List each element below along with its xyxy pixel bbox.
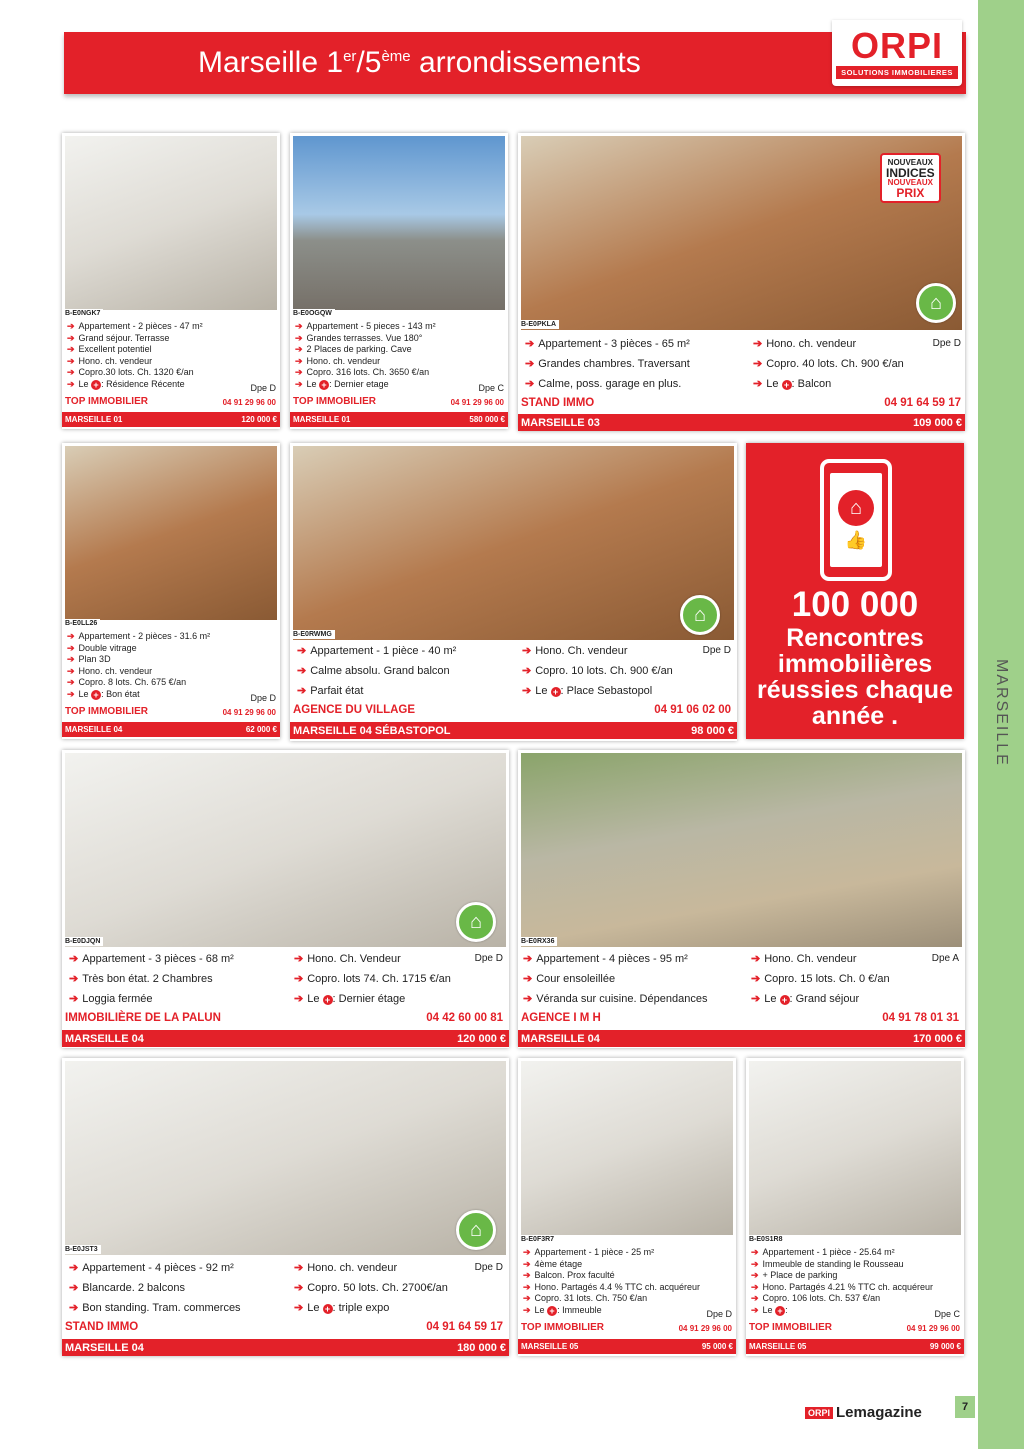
- footer-magazine-name: Lemagazine: [836, 1404, 922, 1421]
- price-bar: MARSEILLE 04 120 000 €: [62, 1030, 509, 1047]
- agency-name: TOP IMMOBILIER: [293, 396, 376, 407]
- listing-photo: [65, 136, 277, 310]
- listing-card-1[interactable]: [290, 133, 508, 429]
- feature-list-right: ➔ Hono. Ch. Vendeur ➔ Copro. lots 74. Ch. 1715 €/an ➔ Le + : Dernier étage: [294, 953, 451, 1005]
- agency-name: STAND IMMO: [521, 397, 595, 409]
- price-bar: MARSEILLE 04 62 000 €: [62, 722, 280, 737]
- agency-name: AGENCE I M H: [521, 1012, 601, 1024]
- price-bar: MARSEILLE 01 120 000 €: [62, 412, 280, 427]
- listing-ref: B-E0NGK7: [62, 309, 103, 318]
- listing-photo: [65, 446, 277, 620]
- dpe-label: Dpe D: [474, 953, 503, 964]
- dpe-label: Dpe D: [702, 645, 731, 656]
- promo-number: 100 000: [791, 585, 919, 624]
- listing-photo: [521, 753, 962, 947]
- listing-photo: [521, 1061, 733, 1235]
- dpe-label: Dpe D: [706, 1309, 732, 1319]
- listing-ref: B-E0JST3: [62, 1245, 101, 1254]
- logo-wordmark: ORPI: [850, 24, 943, 66]
- listing-ref: B-E0RWMG: [290, 630, 335, 639]
- listing-ref: B-E0PKLA: [518, 320, 559, 329]
- agency-phone: 04 91 29 96 00: [222, 708, 276, 717]
- footer-orpi-mark: ORPI: [805, 1407, 833, 1419]
- listing-photo: [293, 446, 734, 640]
- price-bar: MARSEILLE 05 99 000 €: [746, 1339, 964, 1354]
- feature-list-left: ➔ Appartement - 3 pièces - 68 m² ➔ Très bon état. 2 Chambres ➔ Loggia fermée: [69, 953, 234, 1005]
- orpi-logo: [832, 20, 962, 86]
- dpe-label: Dpe D: [474, 1262, 503, 1273]
- dpe-label: Dpe C: [478, 383, 504, 393]
- agency-name: AGENCE DU VILLAGE: [293, 704, 416, 716]
- plus-icon: +: [319, 380, 329, 390]
- dpe-label: Dpe D: [932, 338, 961, 349]
- price-bar: MARSEILLE 04 180 000 €: [62, 1339, 509, 1356]
- thumbs-up-icon: 👍: [844, 529, 868, 550]
- listing-photo: [293, 136, 505, 310]
- listing-ref: B-E0S1R8: [746, 1235, 785, 1244]
- plus-icon: +: [775, 1306, 785, 1316]
- listing-card-2[interactable]: [518, 133, 965, 431]
- agency-name: STAND IMMO: [65, 1321, 139, 1333]
- promo-panel: [746, 443, 964, 739]
- listing-ref: B-E0F3R7: [518, 1235, 557, 1244]
- agency-phone: 04 91 78 01 31: [882, 1012, 959, 1024]
- feature-list-left: ➔ Appartement - 4 pièces - 95 m² ➔ Cour ensoleillée ➔ Véranda sur cuisine. Dépendances: [523, 953, 708, 1005]
- feature-list: ➔ Appartement - 1 pièce - 25.64 m² ➔ Immeuble de standing le Rousseau ➔ + Place de parking ➔ Hono. Partagés 4.21 % TTC ch. acquéreur ➔ Copro. 106 lots. Ch. 537 €/an ➔ Le + :: [751, 1247, 933, 1316]
- dpe-label: Dpe A: [931, 953, 959, 964]
- plus-icon: +: [547, 1306, 557, 1316]
- agency-phone: 04 91 64 59 17: [884, 397, 961, 409]
- house-icon: ⌂: [456, 902, 496, 942]
- house-icon: ⌂: [680, 595, 720, 635]
- agency-name: TOP IMMOBILIER: [65, 706, 148, 717]
- page-title: Marseille 1er/5ème arrondissements: [198, 46, 641, 79]
- plus-icon: +: [91, 380, 101, 390]
- listing-ref: B-E0OGQW: [290, 309, 335, 318]
- listing-ref: B-E0DJQN: [62, 937, 103, 946]
- listing-photo: [65, 753, 506, 947]
- agency-phone: 04 42 60 00 81: [426, 1012, 503, 1024]
- price-bar: MARSEILLE 05 95 000 €: [518, 1339, 736, 1354]
- listing-card-5[interactable]: [62, 750, 509, 1048]
- listing-card-4[interactable]: [290, 443, 737, 741]
- feature-list: ➔ Appartement - 1 pièce - 25 m² ➔ 4ème étage ➔ Balcon. Prox faculté ➔ Hono. Partagés 4.4 % TTC ch. acquéreur ➔ Copro. 31 lots. Ch. 750 €/an ➔ Le + : Immeuble: [523, 1247, 700, 1316]
- house-icon: ⌂: [838, 490, 874, 526]
- price-bar: MARSEILLE 01 580 000 €: [290, 412, 508, 427]
- feature-list-left: ➔ Appartement - 4 pièces - 92 m² ➔ Blancarde. 2 balcons ➔ Bon standing. Tram. commerces: [69, 1262, 241, 1314]
- dpe-label: Dpe D: [250, 383, 276, 393]
- listing-card-8[interactable]: [518, 1058, 736, 1356]
- new-prices-badge: NOUVEAUX INDICES NOUVEAUX PRIX: [880, 153, 941, 203]
- feature-list-right: ➔ Hono. ch. vendeur ➔ Copro. 40 lots. Ch. 900 €/an ➔ Le + : Balcon: [753, 338, 904, 390]
- feature-list: ➔ Appartement - 2 pièces - 47 m² ➔ Grand séjour. Terrasse ➔ Excellent potentiel ➔ Hono. ch. vendeur ➔ Copro.30 lots. Ch. 1320 €/an ➔ Le + : Résidence Récente: [67, 321, 203, 390]
- agency-name: IMMOBILIÈRE DE LA PALUN: [65, 1012, 221, 1024]
- header-banner: [64, 32, 966, 94]
- house-icon: ⌂: [916, 283, 956, 323]
- plus-icon: +: [91, 690, 101, 700]
- house-icon: ⌂: [456, 1210, 496, 1250]
- feature-list-left: ➔ Appartement - 3 pièces - 65 m² ➔ Grandes chambres. Traversant ➔ Calme, poss. garage en plus.: [525, 338, 690, 390]
- listing-ref: B-E0RX36: [518, 937, 557, 946]
- agency-phone: 04 91 29 96 00: [222, 398, 276, 407]
- dpe-label: Dpe D: [250, 693, 276, 703]
- feature-list: ➔ Appartement - 2 pièces - 31.6 m² ➔ Double vitrage ➔ Plan 3D ➔ Hono. ch. vendeur ➔ Copro. 8 lots. Ch. 675 €/an ➔ Le + : Bon état: [67, 631, 211, 700]
- promo-text: Rencontres immobilières réussies chaque année .: [757, 624, 953, 730]
- agency-name: TOP IMMOBILIER: [521, 1322, 604, 1333]
- listing-photo: [749, 1061, 961, 1235]
- agency-phone: 04 91 29 96 00: [678, 1324, 732, 1333]
- listing-photo: [65, 1061, 506, 1255]
- plus-icon: +: [323, 995, 333, 1005]
- agency-name: TOP IMMOBILIER: [65, 396, 148, 407]
- dpe-label: Dpe C: [934, 1309, 960, 1319]
- listing-card-3[interactable]: [62, 443, 280, 739]
- agency-phone: 04 91 29 96 00: [906, 1324, 960, 1333]
- price-bar: MARSEILLE 03 109 000 €: [518, 414, 965, 431]
- feature-list: ➔ Appartement - 5 pieces - 143 m² ➔ Grandes terrasses. Vue 180° ➔ 2 Places de parking. Cave ➔ Hono. ch. vendeur ➔ Copro. 316 lots. Ch. 3650 €/an ➔ Le + : Dernier etage: [295, 321, 436, 390]
- page-number: 7: [955, 1396, 975, 1418]
- agency-phone: 04 91 64 59 17: [426, 1321, 503, 1333]
- listing-card-7[interactable]: [62, 1058, 509, 1356]
- plus-icon: +: [323, 1304, 333, 1314]
- listing-card-0[interactable]: [62, 133, 280, 429]
- listing-ref: B-E0LL26: [62, 619, 100, 628]
- feature-list-left: ➔ Appartement - 1 pièce - 40 m² ➔ Calme absolu. Grand balcon ➔ Parfait état: [297, 645, 457, 697]
- logo-tagline: SOLUTIONS IMMOBILIERES: [836, 66, 958, 79]
- side-label: MARSEILLE: [993, 659, 1010, 767]
- price-bar: MARSEILLE 04 170 000 €: [518, 1030, 965, 1047]
- listing-card-6[interactable]: [518, 750, 965, 1048]
- agency-name: TOP IMMOBILIER: [749, 1322, 832, 1333]
- plus-icon: +: [780, 995, 790, 1005]
- listing-card-9[interactable]: [746, 1058, 964, 1356]
- feature-list-right: ➔ Hono. Ch. vendeur ➔ Copro. 10 lots. Ch. 900 €/an ➔ Le + : Place Sebastopol: [522, 645, 673, 697]
- agency-phone: 04 91 06 02 00: [654, 704, 731, 716]
- plus-icon: +: [551, 687, 561, 697]
- footer-logo: [805, 1404, 922, 1421]
- plus-icon: +: [782, 380, 792, 390]
- feature-list-right: ➔ Hono. Ch. vendeur ➔ Copro. 15 lots. Ch. 0 €/an ➔ Le + : Grand séjour: [751, 953, 890, 1005]
- feature-list-right: ➔ Hono. ch. vendeur ➔ Copro. 50 lots. Ch. 2700€/an ➔ Le + : triple expo: [294, 1262, 448, 1314]
- price-bar: MARSEILLE 04 SÉBASTOPOL 98 000 €: [290, 722, 737, 739]
- agency-phone: 04 91 29 96 00: [450, 398, 504, 407]
- phone-icon: [820, 459, 892, 581]
